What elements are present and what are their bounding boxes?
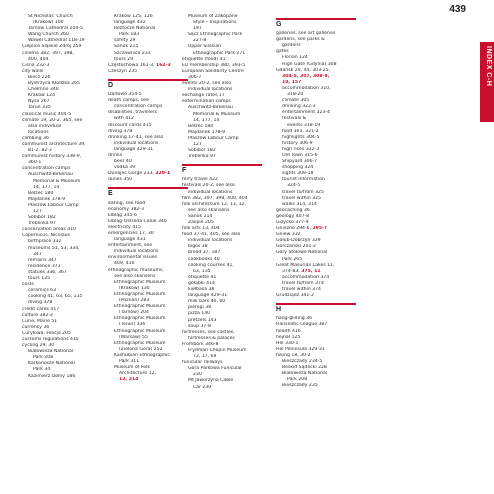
index-entry: Gdańsk 20, 44, 303-25, — [276, 67, 330, 73]
index-entry: food 303, 321-2 — [282, 128, 319, 134]
index-entry: Museum of Zakopane — [188, 14, 238, 19]
index-entry: Majdanek 178-9 — [28, 196, 65, 202]
index-entry: Hel 330-1 — [276, 340, 299, 346]
index-entry: conservation areas 410 — [22, 227, 77, 233]
index-entry: Cieplice Śląskie Zdrój 259 — [22, 44, 82, 50]
index-entry: Ethnographic Museum — [114, 340, 166, 346]
index-entry: climbing 36 — [22, 135, 49, 141]
index-entry: Hel Peninsula 329-31 — [276, 346, 325, 352]
index-entry: 63, 135 — [193, 268, 211, 274]
index-entry: Majdanek 178-9 — [188, 129, 225, 135]
index-entry: (Tarnów) 204 — [119, 310, 149, 316]
index-entry: culture 382-3 — [22, 312, 53, 318]
index-entry: Darłowo 354-5 — [108, 92, 142, 98]
map-page-ref: 162-3 — [156, 62, 171, 68]
index-entry: Beskid Sądecki 228 — [282, 365, 327, 371]
index-entry: Ethnographic Park 271 — [193, 50, 246, 56]
index-entry: 400, 404 — [28, 56, 49, 62]
index-entry: Memorial & Museum — [193, 111, 241, 117]
index-entry: Biecz 226 — [28, 74, 51, 80]
index-entry: (Zielona Góra) 252 — [119, 346, 163, 352]
index-entry: tours 125 — [28, 276, 51, 282]
index-entry: Kazimierz Dolny 186 — [28, 373, 76, 379]
index-entry: concentration camps — [114, 104, 163, 110]
index-entry: cooking courses 41, — [188, 262, 234, 268]
index-entry: Gniezno 294-6, 295-7 — [276, 226, 328, 232]
index-entry: Style – Inspirations — [193, 20, 237, 26]
index-entry: Sącz Ethnographic Park — [188, 32, 243, 38]
index-entry: 360-1 — [28, 160, 42, 166]
letter-heading-label: G — [276, 21, 282, 28]
index-entry: cinema 382, 397, 398, — [22, 50, 74, 56]
index-entry: highlights 304-5 — [282, 134, 320, 140]
index-section-tab-label: INDEX C-H — [485, 46, 492, 87]
index-entry: (Kraków) 130 — [119, 285, 150, 291]
index-entry: funicular railways — [182, 360, 223, 366]
index-entry: drinking 322-3 — [282, 104, 316, 110]
index-entry: St Nicholas' Church — [28, 14, 73, 19]
index-entry: Płaszów Labour Camp — [188, 135, 239, 141]
index-entry: Bełżec 180 — [28, 190, 54, 196]
index-entry: soup 37-8 — [188, 323, 211, 329]
index-entry: Shipyard 306-7 — [282, 159, 318, 165]
index-entry: 324-5 — [287, 183, 301, 189]
index-column-1 — [22, 14, 102, 380]
index-entry: Kashubian Ethnographic — [114, 352, 170, 358]
index-entry: 230 — [193, 372, 202, 378]
index-entry: Szczawnica 233 — [114, 50, 151, 56]
index-section-tab[interactable] — [480, 42, 494, 122]
index-entry: Gorczański 201-2 — [276, 244, 316, 250]
index-entry: tourist information — [282, 177, 325, 183]
index-entry: (Poznań) 283 — [119, 298, 150, 304]
letter-heading-label: D — [108, 81, 114, 89]
index-entry: climate 305 — [282, 98, 310, 104]
map-page-ref: 304-5, 307, 308-9, — [282, 73, 330, 79]
index-entry: Grudziądz 341-2 — [276, 293, 314, 299]
index-entry: climate 19, 20-2, 365, see — [22, 117, 83, 123]
index-entry: Kraków 124 — [28, 93, 56, 99]
index-entry: Park 34 — [33, 367, 51, 373]
index-entry: Park 183 — [119, 32, 140, 38]
index-entry: death camps, see — [108, 98, 149, 104]
index-entry: dunes 350 — [108, 177, 133, 183]
index-entry: Auschwitz-Birkenau — [28, 172, 73, 178]
index-entry: hiking 18, 30-2 — [276, 352, 311, 358]
index-entry: individual locations — [188, 238, 233, 244]
index-entry: Czeszyn 235 — [108, 68, 138, 74]
index-entry: food 37-41, 405, see also — [182, 232, 241, 238]
index-entry: Frydman Chopin Museum — [188, 347, 247, 353]
index-entry: Giżycko 377-9 — [276, 220, 309, 225]
index-entry: Ethnographic Museum — [114, 316, 166, 322]
index-entry: gardens, see parks & — [276, 37, 325, 43]
index-entry: Toruń 335 — [28, 105, 51, 111]
index-entry: individual locations — [114, 140, 159, 146]
index-entry: remains 347 — [28, 257, 57, 263]
index-entry: cycling 29, 30 — [22, 343, 55, 349]
index-entry: etiquette 41 — [188, 274, 217, 280]
index-entry: Białowieża National — [282, 371, 328, 377]
index-entry: Wawel Cathedral 118-19 — [28, 38, 85, 44]
index-entry: Sanok 214 — [188, 213, 213, 219]
index-entry: Park 208 — [33, 355, 54, 361]
index-entry: kiełbasa 38 — [188, 287, 215, 293]
index-entry: diving 378 — [108, 128, 133, 134]
letter-heading — [276, 303, 356, 314]
index-entry: see also skansens — [188, 207, 230, 213]
index-entry: Tarnów Cathedral 204-5 — [28, 26, 83, 32]
index-entry: individual locations — [188, 189, 233, 195]
index-column-3 — [182, 14, 262, 391]
index-entry: discount cards 415 — [108, 122, 152, 128]
index-entry: etiquette (food) 41 — [182, 56, 226, 62]
index-entry: 127 — [33, 209, 42, 214]
letter-heading — [108, 79, 188, 90]
index-entry: ceramics 63 — [28, 288, 57, 294]
index-entry: 347 — [33, 251, 42, 257]
index-entry: Museum of Folk — [114, 365, 151, 371]
index-entry: accommodation 374 — [282, 274, 330, 280]
index-entry: fortresses & palaces — [188, 335, 235, 341]
index-entry: Curyłowa, Felicja 205 — [22, 330, 71, 336]
index-entry: birthplace 332 — [28, 239, 62, 245]
index-entry: Ethnographic Museum — [114, 304, 166, 310]
index-entry: Mt Jaworzyna Cable — [188, 378, 234, 384]
index-entry: ferry travel 422 — [182, 177, 218, 183]
index-entry: gardens — [282, 43, 301, 49]
index-entry: language 429-31 — [188, 293, 228, 299]
index-entry: Great Masurian Lakes 11, — [276, 262, 335, 268]
index-entry: Park 208 — [287, 377, 308, 383]
index-entry: Gołub-Dobrzyń 339 — [276, 238, 321, 244]
index-entry: EU membership 380, 393-5 — [182, 62, 246, 68]
index-entry: Zalipie 205 — [188, 220, 214, 225]
index-entry: electricity 415 — [108, 224, 141, 230]
index-entry: gołąbki 414 — [188, 280, 215, 286]
index-entry: 197 — [193, 26, 202, 32]
index-entry: vodka 39 — [114, 165, 136, 171]
index-entry: (Warsaw) 55 — [119, 334, 148, 340]
index-entry: Bieszczady 235 — [282, 383, 318, 389]
index-entry: Florian 124 — [282, 55, 308, 61]
index-entry: accommodation 310, — [282, 85, 331, 91]
index-entry: extermination camps — [182, 99, 231, 105]
index-entry — [108, 377, 188, 383]
index-entry: 72, 17, 69 — [193, 354, 217, 360]
index-entry: 318-20 — [287, 92, 304, 98]
index-entry: concentration camps — [22, 166, 71, 172]
index-entry: language 429-31 — [114, 146, 154, 152]
index-entry: walks 314, 314 — [282, 201, 317, 207]
index-entry: ethnographic museums, — [108, 267, 164, 273]
index-entry: Góry Stołowe National — [276, 250, 328, 256]
index-entry: Elbląg 345-6 — [108, 212, 137, 218]
index-entry: 14, 177, 14 — [193, 117, 220, 123]
index-entry: beer 40 — [114, 159, 132, 165]
index-entry: bigos 38 — [188, 244, 208, 250]
index-column-4 — [276, 14, 356, 389]
index-entry: Białowieża National — [28, 349, 74, 355]
index-entry: Park 265 — [282, 256, 303, 262]
index-entry: communist history 338-9, — [22, 154, 82, 160]
index-entry: milk bars 40, 60 — [188, 299, 226, 305]
index-entry: entertainment 323-4 — [282, 110, 330, 116]
index-entry: folk architecture 12, 13, 12, — [182, 201, 246, 207]
index-entry: 81-2, 82-3 — [28, 148, 52, 154]
index-entry: Chełmno 340 — [28, 87, 59, 93]
index-entry: Hanseatic League 387 — [276, 322, 328, 328]
index-entry: 374-83, 375, 11 — [282, 268, 321, 274]
index-entry: High Gate (Gdynia) 308 — [282, 61, 337, 67]
index-entry: currency 36 — [22, 324, 50, 330]
map-page-ref: 12, 214 — [119, 377, 139, 383]
index-entry: Kraków 125, 126 — [114, 14, 153, 19]
index-entry: travel to/from 325 — [282, 189, 324, 195]
index-entry: Car 230 — [193, 384, 212, 390]
index-entry: hang-gliding 36 — [276, 316, 313, 322]
index-entry: Treblinka 97 — [188, 154, 216, 160]
map-page-ref: 220-1 — [155, 171, 171, 177]
index-entry: Ethnographic Museum — [114, 279, 166, 285]
index-entry: exchange rates 17 — [182, 93, 225, 99]
index-entry: fortresses, see castles, — [182, 329, 235, 335]
index-entry: environmental issues — [108, 255, 158, 261]
index-entry: statues 336, 367 — [28, 269, 67, 275]
letter-heading-label: E — [108, 190, 113, 198]
index-entry: individual locations — [188, 87, 233, 93]
index-entry: with 412 — [114, 116, 134, 122]
index-entry: history 306-9 — [282, 140, 313, 146]
index-entry: Ethnographic Museum — [114, 328, 166, 334]
index-entry: communist architecture 39, — [22, 141, 86, 147]
index-entry: Old Town 315-6 — [282, 152, 318, 158]
index-entry: events 318-19 — [287, 122, 321, 128]
index-entry: Ethnographic Museum — [114, 291, 166, 297]
index-entry: health 416 — [276, 328, 301, 334]
page-number: 439 — [449, 4, 466, 15]
index-entry: museums 51, 53, 334, — [28, 245, 80, 251]
index-entry: classical music 404-5 — [22, 111, 72, 117]
map-page-ref: 375, 11 — [301, 268, 321, 274]
index-entry: Sanok 215 — [114, 44, 139, 50]
index-entry: language 431 — [114, 237, 146, 243]
index-entry: folk arts 13, 404 — [182, 226, 220, 232]
index-entry: tours 29 — [114, 56, 134, 62]
index-entry: Park 311 — [119, 358, 140, 364]
index-entry: Bieszczady 234-5 — [282, 358, 323, 364]
index-entry: (Toruń) 336 — [119, 322, 146, 328]
index-entry: Copernicus, Nicolaus — [22, 233, 70, 239]
index-entry: Curie, Marie 51 — [22, 318, 58, 324]
index-entry: drinks — [108, 152, 123, 158]
index-entry: credit cards 417 — [22, 306, 60, 312]
index-entry: Częstochowa 161-3, 162-3 — [108, 62, 171, 68]
index-entry: Sobibór 182 — [188, 148, 216, 154]
index-entry: Auschwitz-Birkenau — [188, 105, 233, 111]
index-entry: Płaszów Labour Camp — [28, 202, 79, 208]
index-entry: see also skansens — [114, 273, 156, 279]
index-entry: Elbląg-Ostróda Canal 346 — [108, 218, 167, 224]
index-entry: disabilities, travellers — [108, 110, 158, 116]
letter-heading-label: F — [182, 167, 187, 175]
index-entry: festivals & — [282, 116, 307, 122]
index-entry: hejnał 125 — [276, 334, 301, 340]
index-entry: high rises 322-3 — [282, 146, 320, 152]
index-entry: Nysa 267 — [28, 99, 50, 105]
index-entry: also individual — [28, 123, 62, 129]
index-entry: Dunajec Gorge 233, 220-1 — [108, 171, 171, 177]
index-entry: diving 378 — [28, 300, 53, 306]
index-entry: events 20-2, see also — [182, 81, 232, 87]
index-entry: sights 309-18 — [282, 171, 314, 177]
index-entry: Upper Silesian — [188, 44, 222, 50]
index-entry: Treblinka 97 — [28, 221, 56, 227]
index-entry: 14, 177, 14 — [33, 184, 60, 190]
index-entry: 127 — [193, 141, 202, 147]
index-entry: Bystrzyca Kłodzka 265 — [28, 81, 80, 87]
index-entry: pretzels 143 — [188, 317, 217, 323]
index-entry: festivals 20-2, see also — [182, 183, 235, 189]
letter-heading-label: H — [276, 306, 282, 314]
index-entry: film 382, 397, 398, 400, 404 — [182, 195, 248, 201]
index-entry: Wang Church 260 — [28, 32, 69, 38]
letter-heading — [276, 18, 356, 29]
index-entry: 306-7 — [188, 74, 202, 80]
index-entry: travel within 374 — [282, 287, 321, 293]
index-entry: Sobibór 182 — [28, 215, 56, 221]
index-entry: geocaching 36 — [276, 207, 310, 213]
index-entry: European Solidarity Centre — [182, 68, 244, 74]
index-entry: (Krakow) 100 — [33, 20, 64, 26]
index-entry: galleries, see art galleries — [276, 31, 336, 37]
index-entry: travel to/from 374 — [282, 280, 324, 286]
index-entry: emergencies 17, 30 — [108, 231, 154, 236]
index-entry: residence 373 — [28, 263, 61, 269]
index-entry: Bełżec 180 — [188, 123, 214, 129]
index-entry: individual locations — [114, 249, 159, 255]
index-entry: 409, 410 — [114, 261, 135, 267]
index-entry: cookbooks 40 — [188, 256, 220, 262]
letter-heading — [108, 187, 188, 198]
map-page-ref: 10, 157 — [282, 79, 302, 85]
index-entry: Frombork 346-8 — [182, 341, 219, 347]
index-entry: gates — [276, 49, 289, 55]
index-entry: costs — [22, 282, 34, 288]
index-entry: locations — [28, 129, 49, 135]
index-entry: language 432 — [114, 20, 146, 26]
index-entry: cooking 41, 63, 65, 135 — [28, 294, 83, 300]
index-entry: eating, see food — [108, 200, 146, 206]
index-entry: pizza 140 — [188, 311, 211, 317]
index-entry: Cisna 232-3 — [22, 62, 50, 68]
index-entry: shopping 324 — [282, 165, 314, 171]
letter-heading — [182, 164, 262, 175]
index-entry: geology 407-8 — [276, 213, 310, 219]
index-column-2 — [108, 14, 188, 383]
index-entry: Memorial & Museum — [33, 178, 81, 184]
index-entry: Karkonosze National — [28, 361, 75, 367]
index-entry: city walls — [22, 68, 44, 74]
index-entry: safety 29 — [114, 38, 136, 44]
index-entry: Gniew 332 — [276, 232, 301, 238]
index-entry: pierogi 38 — [188, 305, 212, 311]
index-entry: 227-8 — [193, 38, 207, 44]
index-entry: economy 382-3 — [108, 206, 144, 212]
index-entry: drinking 17-41, see also — [108, 134, 164, 140]
index-entry: Architecture 12, — [119, 371, 156, 377]
index-entry: Roztocze National — [114, 26, 156, 32]
index-entry: bread 37, 187 — [188, 250, 221, 256]
index-entry: customs regulations 415 — [22, 336, 79, 342]
index-entry: entertainment, see — [108, 243, 153, 249]
index-entry: travel within 325 — [282, 195, 321, 201]
map-page-ref: 295-7 — [312, 226, 328, 232]
index-entry: Góra Parkowa Funicular — [188, 366, 243, 372]
